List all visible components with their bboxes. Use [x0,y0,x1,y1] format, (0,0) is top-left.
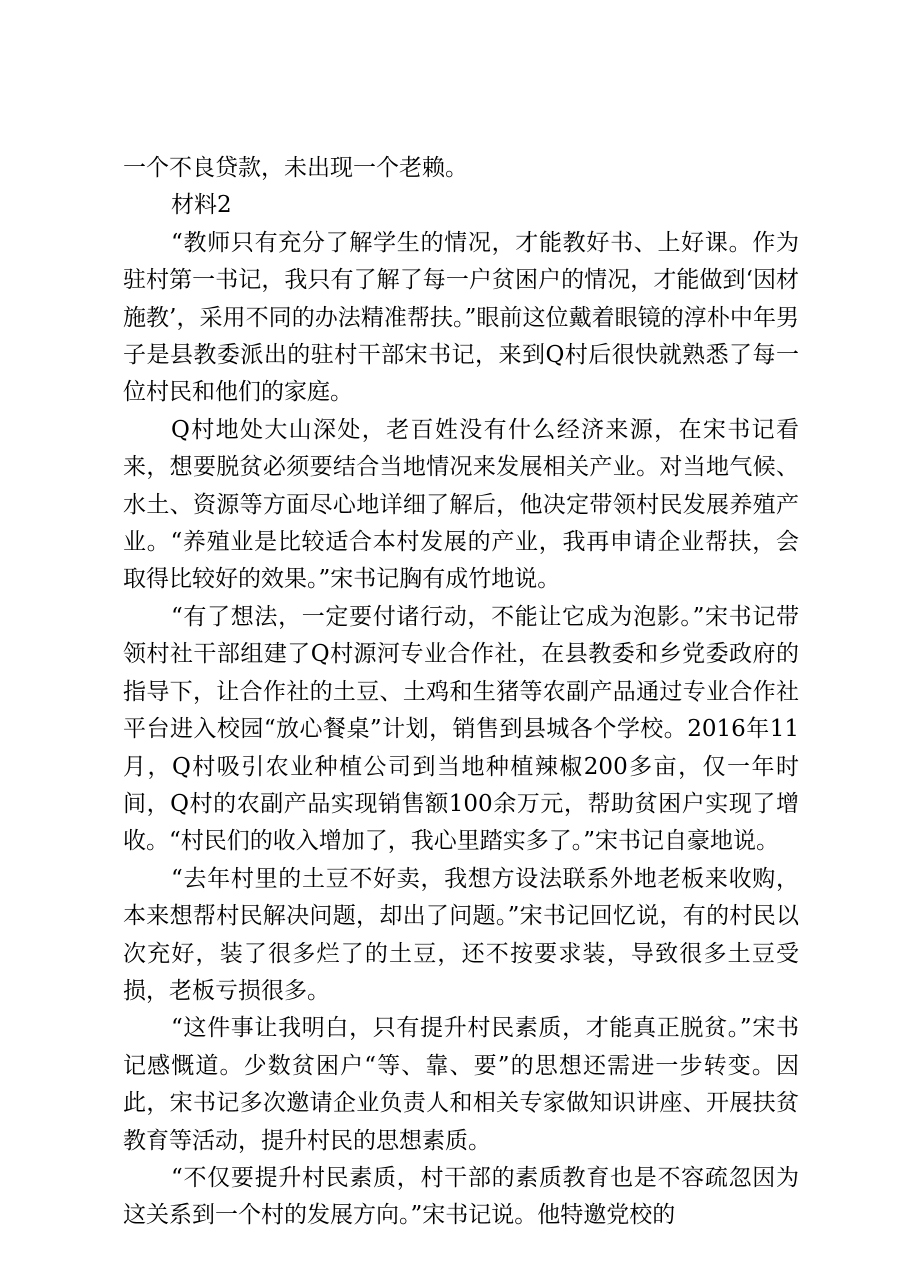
section-heading-material-2: 材料2 [171,192,232,219]
paragraph-continuation: 一个不良贷款，未出现一个老赖。 [123,155,468,181]
document-page [123,150,799,1235]
paragraph-villager-quality: “这件事让我明白，只有提升村民素质，才能真正脱贫。”宋书记感慨道。少数贫困户“等、靠、要”的思想还需进一步转变。因此，宋书记多次邀请企业负责人和相关专家做知识讲座、开展扶贫教育等活动，提升村民的思想素质。 [123,1015,799,1154]
paragraph-potato-problem: “去年村里的土豆不好卖，我想方设法联系外地老板来收购，本来想帮村民解决问题，却出了问题。”宋书记回忆说，有的村民以次充好，装了很多烂了的土豆，还不按要求装，导致很多土豆受损，老板亏损很多。 [123,865,799,1004]
paragraph-teacher-quote: “教师只有充分了解学生的情况，才能教好书、上好课。作为驻村第一书记，我只有了解了每一户贫困户的情况，才能做到‘因材施教’，采用不同的办法精准帮扶。”眼前这位戴着眼镜的淳朴中年男子是县教委派出的驻村干部宋书记，来到Q村后很快就熟悉了每一位村民和他们的家庭。 [123,229,799,406]
paragraph-cooperative: “有了想法，一定要付诸行动，不能让它成为泡影。”宋书记带领村社干部组建了Q村源河专业合作社，在县教委和乡党委政府的指导下，让合作社的土豆、土鸡和生猪等农副产品通过专业合作社平台进入校园“放心餐桌”计划，销售到县城各个学校。2016年11月，Q村吸引农业种植公司到当地种植辣椒200多亩，仅一年时间，Q村的农副产品实现销售额100余万元，帮助贫困户实现了增收。“村民们的收入增加了，我心里踏实多了。”宋书记自豪地说。 [123,603,799,855]
paragraph-cadre-education: “不仅要提升村民素质，村干部的素质教育也是不容疏忽因为这关系到一个村的发展方向。”宋书记说。他特邀党校的 [123,1164,799,1229]
paragraph-village-industry: Q村地处大山深处，老百姓没有什么经济来源，在宋书记看来，想要脱贫必须要结合当地情况来发展相关产业。对当地气候、水土、资源等方面尽心地详细了解后，他决定带领村民发展养殖产业。“养殖业是比较适合本村发展的产业，我再申请企业帮扶，会取得比较好的效果。”宋书记胸有成竹地说。 [123,416,799,593]
